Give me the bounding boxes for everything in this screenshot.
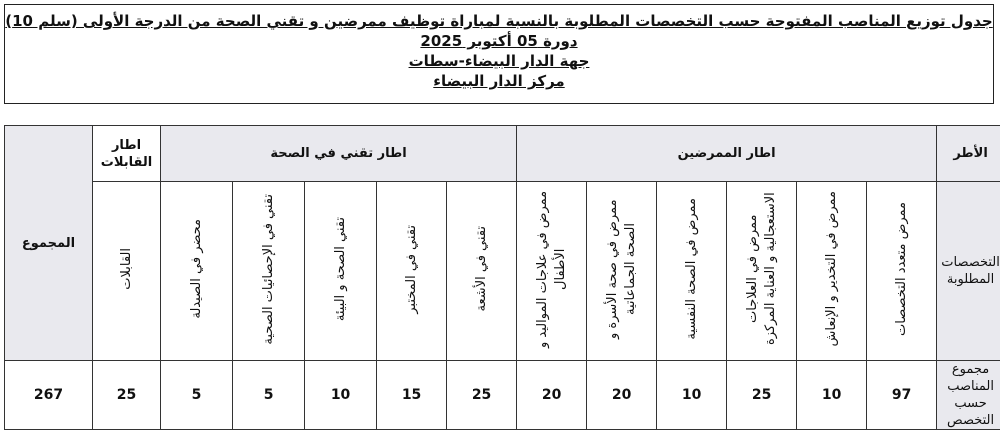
specialty-cell: ممرض في صحة الأسرة و الصحة الجماعاتية bbox=[587, 182, 657, 361]
specialty-cell: ممرض في الصحة النفسية bbox=[657, 182, 727, 361]
count-cell: 20 bbox=[587, 361, 657, 430]
specialty-cell: تقني في الإحصائيات الصحية bbox=[233, 182, 305, 361]
positions-table bbox=[4, 125, 1000, 430]
count-cell: 25 bbox=[727, 361, 797, 430]
count-cell: 10 bbox=[305, 361, 377, 430]
frame-nurses: اطار الممرضين bbox=[517, 126, 937, 182]
positions-label: مجموع المناصب حسب التخصص bbox=[937, 361, 1000, 430]
frame-health-tech: اطار تقني في الصحة bbox=[161, 126, 517, 182]
specialties-label: التخصصات المطلوبة bbox=[937, 182, 1000, 361]
count-cell: 97 bbox=[867, 361, 937, 430]
count-cell: 5 bbox=[233, 361, 305, 430]
title-line-3: جهة الدار البيضاء-سطات bbox=[408, 52, 590, 70]
frame-midwives: اطار القابلات bbox=[93, 126, 161, 182]
title-box bbox=[4, 4, 994, 104]
specialty-cell: القابلات bbox=[93, 182, 161, 361]
total-value: 267 bbox=[5, 361, 93, 430]
specialty-cell: تقني في المختبر bbox=[377, 182, 447, 361]
total-label: المجموع bbox=[5, 126, 93, 361]
count-cell: 15 bbox=[377, 361, 447, 430]
count-cell: 25 bbox=[93, 361, 161, 430]
specialty-cell: تقني الصحة و البيئة bbox=[305, 182, 377, 361]
count-cell: 10 bbox=[797, 361, 867, 430]
count-cell: 25 bbox=[447, 361, 517, 430]
specialty-cell: ممرض في التخدير و الإنعاش bbox=[797, 182, 867, 361]
title-line-1: جدول توزيع المناصب المفتوحة حسب التخصصات المطلوبة بالنسبة لمباراة توظيف ممرضين و تقني الصحة من الدرجة الأولى (سلم 10) bbox=[5, 12, 993, 30]
title-line-4: مركز الدار البيضاء bbox=[433, 72, 565, 90]
frames-label: الأطر bbox=[937, 126, 1000, 182]
count-cell: 5 bbox=[161, 361, 233, 430]
specialty-cell: ممرض في العلاجات الاستعجالية و العناية المركزة bbox=[727, 182, 797, 361]
specialty-cell: تقني في الأشعة bbox=[447, 182, 517, 361]
specialty-cell: محضر في الصيدلة bbox=[161, 182, 233, 361]
specialty-cell: ممرض في علاجات المواليد و الأطفال bbox=[517, 182, 587, 361]
title-line-2: دورة 05 أكتوبر 2025 bbox=[420, 32, 578, 50]
count-cell: 10 bbox=[657, 361, 727, 430]
specialty-cell: ممرض متعدد التخصصات bbox=[867, 182, 937, 361]
count-cell: 20 bbox=[517, 361, 587, 430]
